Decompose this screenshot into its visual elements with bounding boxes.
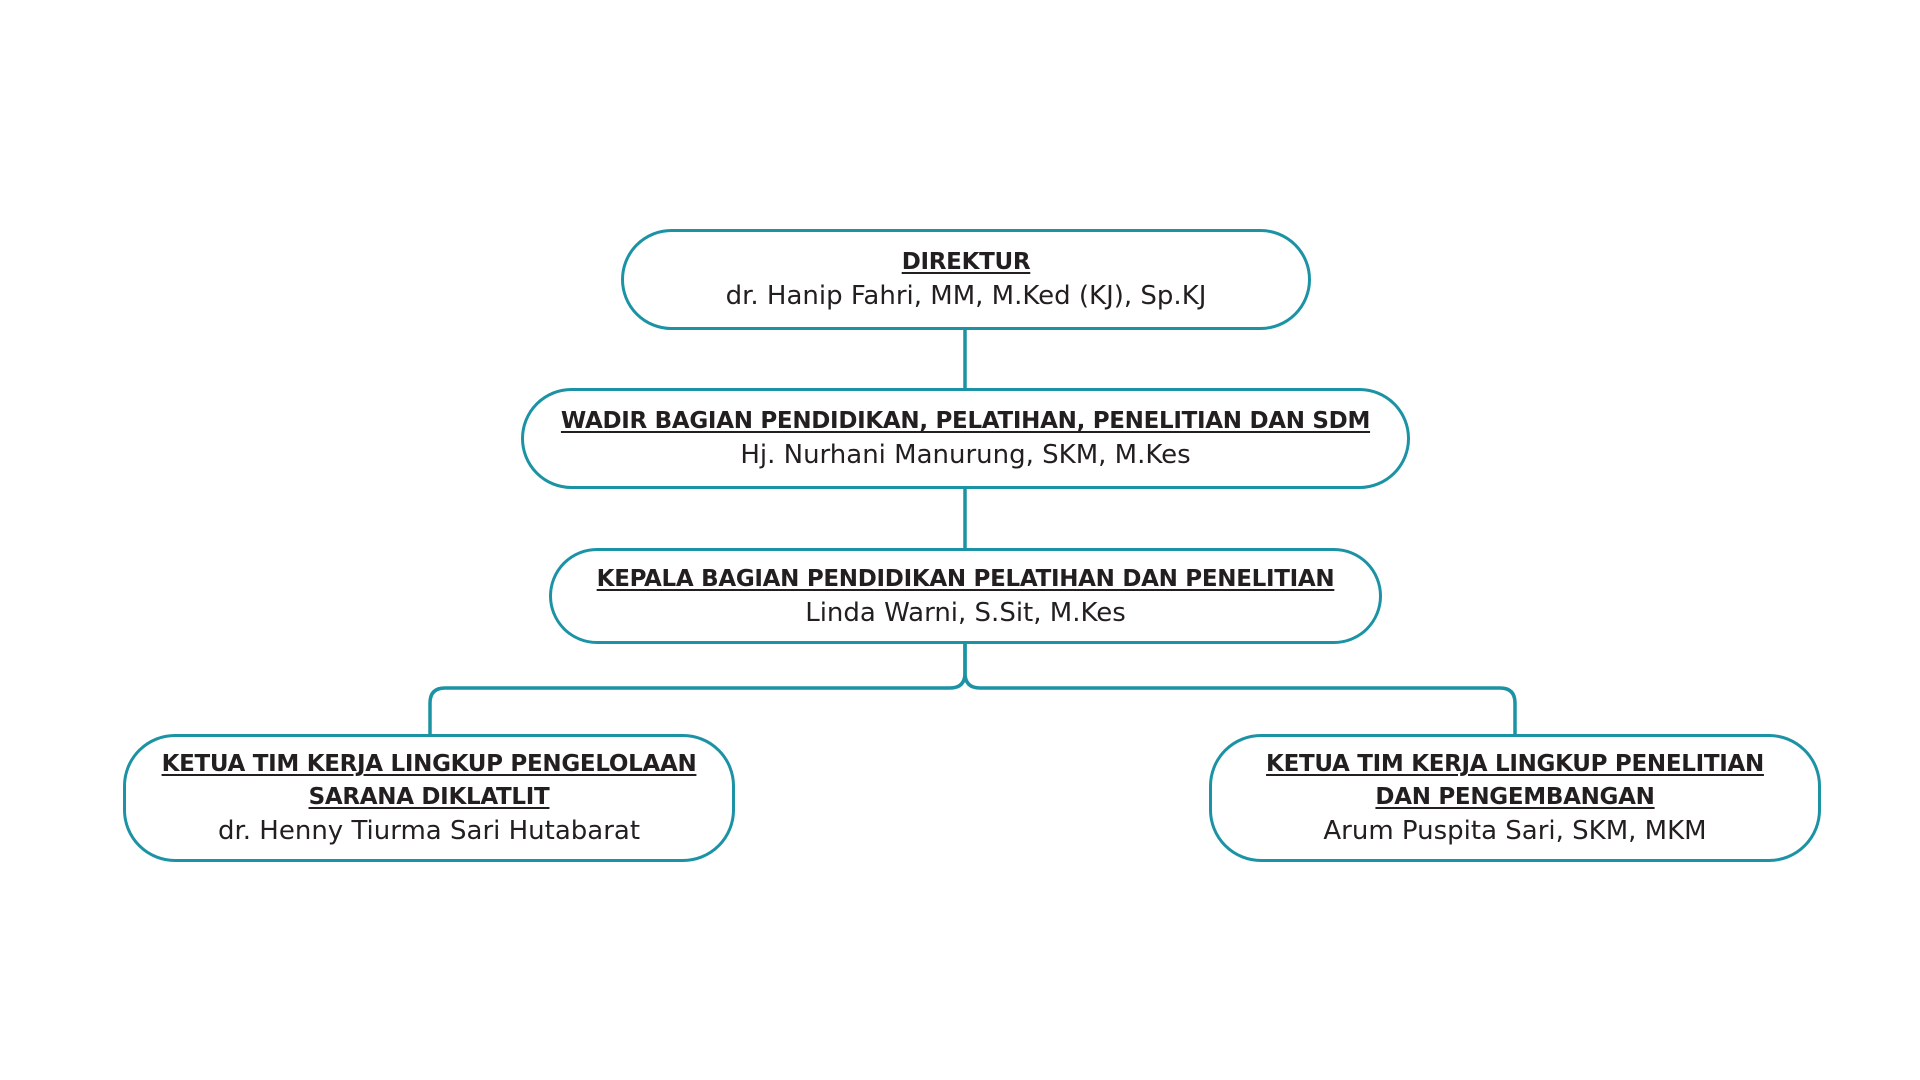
node-wadir-role: WADIR BAGIAN PENDIDIKAN, PELATIHAN, PENELITIAN DAN SDM bbox=[560, 408, 1371, 434]
node-ketua-penelitian bbox=[1209, 734, 1821, 862]
node-direktur-name: dr. Hanip Fahri, MM, M.Ked (KJ), Sp.KJ bbox=[725, 281, 1207, 311]
node-wadir-name: Hj. Nurhani Manurung, SKM, M.Kes bbox=[740, 440, 1191, 470]
connector-kepala-bagian-ketua-sarana bbox=[430, 644, 965, 734]
node-direktur bbox=[621, 229, 1311, 330]
node-direktur-role: DIREKTUR bbox=[901, 249, 1031, 275]
node-kepala-bagian-name: Linda Warni, S.Sit, M.Kes bbox=[805, 597, 1126, 628]
node-kepala-bagian-role: KEPALA BAGIAN PENDIDIKAN PELATIHAN DAN PENELITIAN bbox=[596, 565, 1335, 592]
node-ketua-sarana bbox=[123, 734, 735, 862]
node-kepala-bagian bbox=[549, 548, 1382, 644]
node-ketua-penelitian-role: KETUA TIM KERJA LINGKUP PENELITIAN DAN PENGEMBANGAN bbox=[1266, 751, 1764, 810]
node-ketua-sarana-role: KETUA TIM KERJA LINGKUP PENGELOLAAN SARANA DIKLATLIT bbox=[161, 751, 697, 810]
node-ketua-penelitian-name: Arum Puspita Sari, SKM, MKM bbox=[1323, 816, 1707, 846]
connector-kepala-bagian-ketua-penelitian bbox=[965, 644, 1515, 734]
node-ketua-sarana-name: dr. Henny Tiurma Sari Hutabarat bbox=[217, 816, 641, 846]
node-wadir bbox=[521, 388, 1410, 489]
